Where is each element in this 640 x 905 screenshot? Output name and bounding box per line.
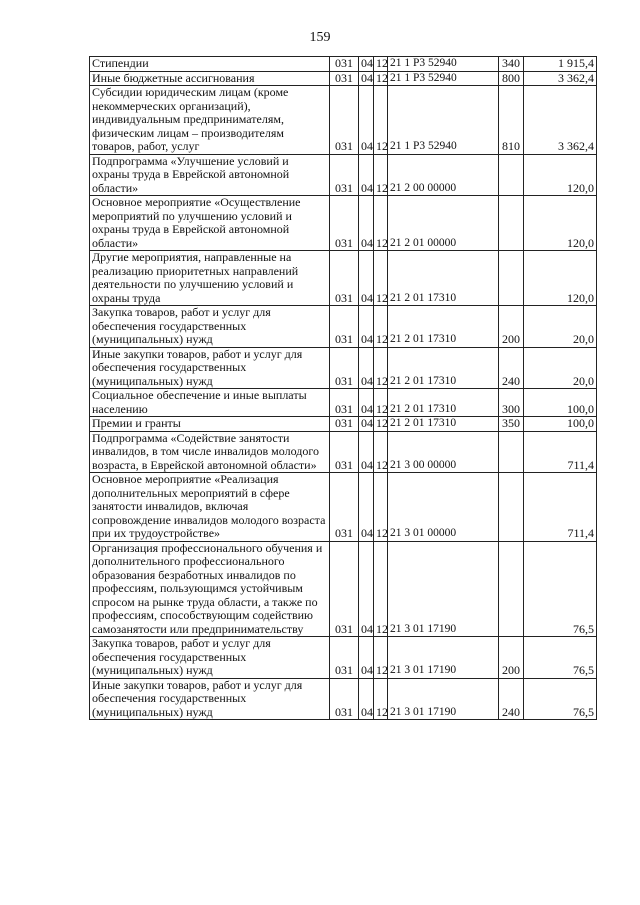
table-row [90,637,597,679]
row-rz-code: 04 [359,389,374,417]
row-name: Подпрограмма «Улучшение условий и охраны труда в Еврейской автономной области» [90,154,330,196]
row-sum: 20,0 [524,306,597,348]
row-name: Стипендии [90,57,330,72]
row-sum: 711,4 [524,473,597,542]
row-rz-code: 04 [359,251,374,306]
row-gr-code: 031 [330,154,359,196]
row-vr-code: 200 [499,306,524,348]
row-csr-code: 21 2 01 17310 [388,417,499,432]
row-csr-code: 21 1 Р3 52940 [388,57,499,72]
row-sum: 120,0 [524,251,597,306]
row-vr-code: 350 [499,417,524,432]
row-sum: 3 362,4 [524,86,597,155]
row-csr-code: 21 3 00 00000 [388,431,499,473]
row-sum: 120,0 [524,196,597,251]
table-row [90,306,597,348]
row-csr-code: 21 3 01 17190 [388,637,499,679]
row-pr-code: 12 [374,306,388,348]
row-csr-code: 21 2 00 00000 [388,154,499,196]
row-vr-code: 200 [499,637,524,679]
row-rz-code: 04 [359,431,374,473]
row-name: Основное мероприятие «Реализация дополнительных мероприятий в сфере занятости инвалидов, включая сопровождение инвалидов молодого возраста при их трудоустройстве» [90,473,330,542]
row-name: Субсидии юридическим лицам (кроме некоммерческих организаций), индивидуальным предпринимателям, физическим лицам – производителям товаров, работ, услуг [90,86,330,155]
table-row [90,431,597,473]
row-sum: 76,5 [524,541,597,637]
row-rz-code: 04 [359,347,374,389]
row-csr-code: 21 1 Р3 52940 [388,86,499,155]
row-vr-code [499,473,524,542]
row-pr-code: 12 [374,678,388,720]
budget-table-body [90,57,597,720]
page-number: 159 [309,30,331,45]
row-gr-code: 031 [330,637,359,679]
row-pr-code: 12 [374,541,388,637]
table-row [90,417,597,432]
row-name: Закупка товаров, работ и услуг для обеспечения государственных (муниципальных) нужд [90,306,330,348]
table-row [90,678,597,720]
row-sum: 76,5 [524,637,597,679]
row-gr-code: 031 [330,196,359,251]
table-row [90,196,597,251]
row-pr-code: 12 [374,251,388,306]
row-gr-code: 031 [330,417,359,432]
row-sum: 3 362,4 [524,71,597,86]
row-pr-code: 12 [374,637,388,679]
row-rz-code: 04 [359,637,374,679]
table-row [90,541,597,637]
row-rz-code: 04 [359,154,374,196]
row-rz-code: 04 [359,306,374,348]
row-rz-code: 04 [359,417,374,432]
row-name: Социальное обеспечение и иные выплаты населению [90,389,330,417]
row-rz-code: 04 [359,196,374,251]
row-csr-code: 21 3 01 17190 [388,678,499,720]
row-vr-code: 800 [499,71,524,86]
row-pr-code: 12 [374,154,388,196]
row-gr-code: 031 [330,541,359,637]
row-rz-code: 04 [359,541,374,637]
row-vr-code: 240 [499,347,524,389]
budget-table [89,56,597,720]
row-vr-code: 240 [499,678,524,720]
row-gr-code: 031 [330,347,359,389]
row-csr-code: 21 2 01 17310 [388,389,499,417]
row-pr-code: 12 [374,389,388,417]
row-gr-code: 031 [330,473,359,542]
row-vr-code: 810 [499,86,524,155]
row-pr-code: 12 [374,431,388,473]
row-csr-code: 21 3 01 00000 [388,473,499,542]
row-name: Организация профессионального обучения и дополнительного профессионального образования безработных инвалидов по профессиям, пользующимся устойчивым спросом на рынке труда области, а также по профессиям, способствующим содействию самозанятости или предпринимательству [90,541,330,637]
row-name: Основное мероприятие «Осуществление мероприятий по улучшению условий и охраны труда в Еврейской автономной области» [90,196,330,251]
row-name: Премии и гранты [90,417,330,432]
row-pr-code: 12 [374,473,388,542]
table-row [90,154,597,196]
row-name: Иные закупки товаров, работ и услуг для обеспечения государственных (муниципальных) нужд [90,347,330,389]
row-sum: 120,0 [524,154,597,196]
row-name: Иные закупки товаров, работ и услуг для обеспечения государственных (муниципальных) нужд [90,678,330,720]
row-pr-code: 12 [374,417,388,432]
row-vr-code [499,154,524,196]
row-vr-code [499,196,524,251]
row-name: Другие мероприятия, направленные на реализацию приоритетных направлений деятельности по улучшению условий и охраны труда [90,251,330,306]
row-sum: 100,0 [524,389,597,417]
row-sum: 76,5 [524,678,597,720]
row-gr-code: 031 [330,86,359,155]
row-sum: 1 915,4 [524,57,597,72]
row-vr-code: 340 [499,57,524,72]
table-row [90,473,597,542]
table-row [90,389,597,417]
table-row [90,251,597,306]
row-vr-code [499,541,524,637]
row-csr-code: 21 1 Р3 52940 [388,71,499,86]
row-rz-code: 04 [359,473,374,542]
row-pr-code: 12 [374,347,388,389]
row-gr-code: 031 [330,57,359,72]
row-vr-code [499,431,524,473]
row-csr-code: 21 2 01 17310 [388,251,499,306]
row-gr-code: 031 [330,431,359,473]
table-row [90,57,597,72]
row-sum: 711,4 [524,431,597,473]
row-csr-code: 21 2 01 00000 [388,196,499,251]
row-gr-code: 031 [330,306,359,348]
row-rz-code: 04 [359,57,374,72]
row-csr-code: 21 3 01 17190 [388,541,499,637]
row-vr-code: 300 [499,389,524,417]
row-pr-code: 12 [374,86,388,155]
row-name: Подпрограмма «Содействие занятости инвалидов, в том числе инвалидов молодого возраста, в Еврейской автономной области» [90,431,330,473]
row-rz-code: 04 [359,678,374,720]
row-sum: 20,0 [524,347,597,389]
row-pr-code: 12 [374,196,388,251]
table-row [90,347,597,389]
row-vr-code [499,251,524,306]
row-name: Иные бюджетные ассигнования [90,71,330,86]
row-gr-code: 031 [330,251,359,306]
row-rz-code: 04 [359,86,374,155]
row-rz-code: 04 [359,71,374,86]
row-gr-code: 031 [330,389,359,417]
row-csr-code: 21 2 01 17310 [388,306,499,348]
table-row [90,86,597,155]
row-pr-code: 12 [374,71,388,86]
row-gr-code: 031 [330,678,359,720]
table-row [90,71,597,86]
row-pr-code: 12 [374,57,388,72]
row-name: Закупка товаров, работ и услуг для обеспечения государственных (муниципальных) нужд [90,637,330,679]
row-csr-code: 21 2 01 17310 [388,347,499,389]
row-gr-code: 031 [330,71,359,86]
row-sum: 100,0 [524,417,597,432]
